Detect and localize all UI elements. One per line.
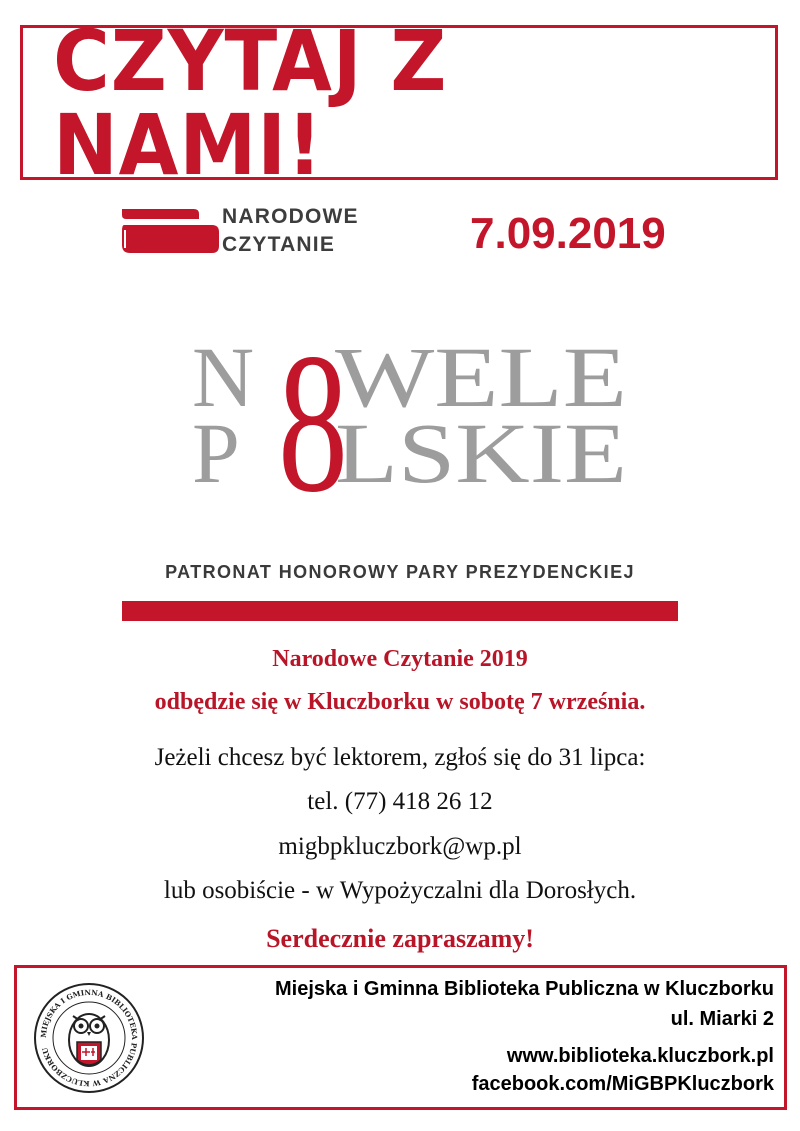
page-title: CZYTAJ Z NAMI!: [53, 11, 448, 194]
book-title-row1-end: WELE: [335, 330, 627, 425]
library-facebook-link[interactable]: facebook.com/MiGBPKluczbork: [471, 1073, 774, 1095]
library-seal-logo: [33, 982, 145, 1094]
library-website-link[interactable]: www.biblioteka.kluczbork.pl: [506, 1045, 774, 1067]
book-title-numeral: 8: [278, 330, 348, 500]
campaign-name-line2: CZYTANIE: [222, 233, 336, 256]
contact-phone: tel. (77) 418 26 12: [307, 788, 493, 815]
book-title-row1-start: N: [192, 330, 255, 425]
contact-in-person: lub osobiście - w Wypożyczalni dla Dorosłych.: [163, 877, 637, 904]
contact-intro: Jeżeli chcesz być lektorem, zgłoś się do 31 lipca:: [154, 744, 646, 771]
event-date: 7.09.2019: [470, 209, 666, 258]
book-title-row2-end: LSKIE: [335, 405, 627, 500]
header-frame: [20, 11, 778, 194]
book-icon: [120, 205, 220, 257]
announcement-line2: odbędzie się w Kluczborku w sobotę 7 września.: [154, 689, 646, 715]
campaign-name-line1: NARODOWE: [222, 205, 359, 228]
coat-of-arms-icon: [77, 1042, 101, 1065]
library-address: ul. Miarki 2: [670, 1008, 774, 1030]
footer-frame: [14, 965, 787, 1110]
contact-email: migbpkluczbork@wp.pl: [278, 833, 522, 860]
patronage-line: PATRONAT HONOROWY PARY PREZYDENCKIEJ: [165, 562, 635, 582]
book-title-logo: [190, 330, 630, 500]
campaign-name: [222, 203, 359, 259]
invite-line: Serdecznie zapraszamy!: [266, 924, 534, 953]
red-divider: [122, 601, 678, 621]
announcement-line1: Narodowe Czytanie 2019: [272, 646, 528, 672]
library-name: Miejska i Gminna Biblioteka Publiczna w Kluczborku: [275, 978, 774, 1000]
book-title-row2-start: P: [192, 405, 240, 500]
svg-text:MIEJSKA I GMINNA BIBLIOTEKA PU: MIEJSKA I GMINNA BIBLIOTEKA PUBLICZNA W KLUCZBORKU: [38, 987, 140, 1089]
